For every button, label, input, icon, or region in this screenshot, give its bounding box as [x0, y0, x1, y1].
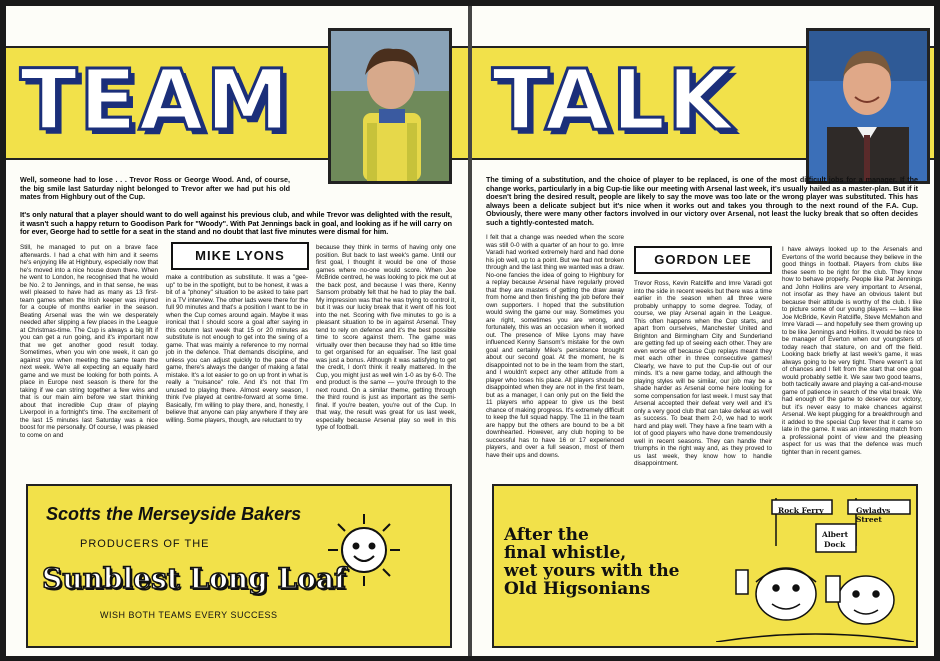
article-column-3: because they think in terms of having only one position. But back to last week's game. Until our first goal, I thought it would be one of those games where no-one would score. When Joe McBride centred, he was looking to pick me out at the back post, and because I was there, Kenny Sansom probably felt that he had to play the ball. My impression was that he was trying to control it, but it was our lucky break that it went off his foot into the net. Scoring with five minutes to go is a pleasant situation to be in against Arsenal. They tend to rely on defence and it's the best possible time to score against them. The game was virtually over then because they had so little time to get organised for an equaliser. The last goal was just a bonus. Although it was satisfying to get the credit, I don't think it really mattered. In the Cup, you might just as well win 1-0 as by 6-0. The end product is the same — you're through to the next round. On a similar theme, getting through the third round is just as important as the semi-final. If you're beaten, you're out of the Cup. In that way, the result was great for us last week, especially because Arsenal play so well in this type of football. — [316, 244, 456, 431]
sign-rock-ferry: Rock Ferry — [778, 506, 824, 515]
intro-paragraph — [20, 176, 290, 202]
sun-face-icon — [324, 510, 404, 590]
intro-paragraph-2 — [20, 211, 452, 237]
intro-text-1: Well, someone had to lose . . . Trevor Ross or George Wood. And, of course, the big smile last Saturday night belonged to Trevor after we had put his old mates from Highbury out of the Cup. — [20, 175, 290, 202]
right-page — [472, 6, 934, 656]
byline-gordon-lee: GORDON LEE — [634, 246, 772, 274]
intro-text-3: With Pat Jennings back in goal, and looking as if he will carry on for ever, George had to settle for a seat in the stand and no doubt that last five minutes were dismal for him. — [20, 218, 452, 237]
old-higsonians-advert — [492, 484, 918, 648]
advert-slogan-line: Old Higsonians — [504, 579, 651, 599]
byline-mike-lyons: MIKE LYONS — [171, 242, 309, 270]
article-column-1: I felt that a change was needed when the score was still 0-0 with a quarter of an hour to go. Imre Varadi had worked extremely hard and had done his job well, up to a point. But we had not broken through and the last thing we wanted was a draw. No-one fancies the idea of going to Highbury for a replay because Arsenal have regularly proved that they are masters of getting the draw away from home and then finishing the job before their own supporters. I hoped that the substitution would swing the game our way. Sometimes you are right, sometimes you are wrong, and fortunately, this was an occasion when it worked out. The presence of Mike Lyons may have influenced Kenny Sansom's mistake for the own goal and certainly Mike's persistence brought about our second goal. At the moment, he is disappointed not to be in the team from the start, and I wouldn't expect any other attitude from a player who loses his place. All players should be disappointed when they are not in the first team, but as a manager, I can only put on the field the 11 players who appear to give us the best chance of making progress. It's extremely difficult to keep the full squad happy. The 11 in the team are happy but the others are bound to be a bit downhearted. However, any club hoping to be successful has to have 16 or 17 experienced players, and over a full season, most of them have their ups and downs. — [486, 234, 624, 459]
sign-albert: Albert — [822, 530, 849, 539]
article-column-2: Trevor Ross, Kevin Ratcliffe and Imre Varadi got into the side in recent weeks but there was a time earlier in the season when all three were probably unhappy to some degree. Today, of course, we play Arsenal again in the League. This often happens when the Cup starts, and apart from ourselves, Manchester United and Brighton and Birmingham City and Sunderland are getting fed up of seeing each other. They are even worse off because Cup replays meant they met each other in three consecutive games! Clearly, we have to put the Cup-tie out of our minds. It's a new game today, and although the playing styles will be similar, our job may be a shade harder as Arsenal come here looking for some compensation for last week. I must say that Arsenal accepted their defeat very well and it's only a very good club that can take defeat as well as success. To beat them 2-0, we had to work hard and play well. They have a fine team with a lot of good players who have done tremendously well in recent seasons. They can handle their triumphs in the right way and, as they proved to us last week, they know how to handle disappointment. — [634, 280, 772, 467]
headline-talk: TALK — [492, 51, 735, 149]
advert-brand-name: Scotts the Merseyside Bakers — [46, 504, 302, 524]
article-column-1: Still, he managed to put on a brave face afterwards. I had a chat with him and it seems he's enjoying life at Highbury, especially now that he's moved into a nice house down there. When he went to London, he recognised that he would be No. 2 to Jennings, and in that sense, he was well pleased to have had as many as 13 first-team games when the Irish keeper was injured for a couple of months earlier in the season. Beating Arsenal was the win we desperately needed after slipping a few places in the League at Christmas-time. The Cup is always a big lift if you can get a run going, and it's important now that we get another good result today. Sometimes, when you win one week, it can go against you when meeting the same team the next week. We're all expecting an equally hard game and we must be looking for both points. A place in Europe next season is there for the taking if we can string together a few wins and that is our main aim before we start thinking about that incredible Cup draw of playing Liverpool in a fortnight's time. The excitement of the last 15 minutes last Saturday was a nice boost for me personally. Of course, I was pleased to come on and — [20, 244, 158, 439]
advert-slogan — [504, 526, 734, 598]
advert-slogan-line: After the — [504, 525, 589, 545]
article-column-3: I have always looked up to the Arsenals and Evertons of the world because they believe in the good things in football. Players from clubs like these seem to be right for the club. They know how to behave properly. People like Pat Jennings and John Hollins are very important to Arsenal, not insofar as they have an obvious talent but because their attitude is worthy of the club. I like to picture some of our young players — lads like Joe McBride, Kevin Ratcliffe, Steve McMahon and Imre Varadi — and hopefully see them growing up to be like Jennings and Hollins. It would be nice to be manager of Everton when our youngsters of today reach that stature, on and off the field. Looking back briefly at last week's game, it was always going to be very tight. There weren't a lot of chances and I felt from the start that one goal would probably settle it. We saw two good teams, both tactically aware and playing a cat-and-mouse game of patience in search of the vital break. We had enough of the game to deserve our victory, but it's never easy to make chances against Arsenal. We kept plugging for a breakthrough and it added to the special Cup fever that it came so late in the game. It was an interesting match from a professional point of view and the pleasing aspect for us was that the defence was much tighter than in recent games. — [782, 246, 923, 456]
sign-gwladys-street: Gwladys Street — [856, 506, 891, 524]
left-page — [6, 6, 468, 656]
advert-product-name: Sunblest Long Loaf — [42, 562, 347, 595]
scotts-bakers-advert — [26, 484, 452, 648]
advert-slogan-line: final whistle, — [504, 543, 627, 563]
manager-photo — [806, 28, 930, 184]
advert-subheading: PRODUCERS OF THE — [80, 538, 210, 550]
player-photo-illustration — [331, 31, 449, 181]
headline-team: TEAM — [20, 51, 292, 149]
player-photo — [328, 28, 452, 184]
advert-tagline: WISH BOTH TEAMS EVERY SUCCESS — [100, 610, 278, 620]
article-column-2: make a contribution as substitute. It was a "gee-up" to be in the spotlight, but to be honest, it was a bit of a "phoney" situation to be asked to take part in a TV interview. The other lads were there for the full 90 minutes and that's a position I want to be in when the Cup comes around again. Maybe it was ironical that I should score a goal after saying in this column last week that 15 or 20 minutes as substitute is not enough to get into the swing of a game. That was mainly a reference to my normal job in the defence. That demands discipline, and unless you can adjust quickly to the pace of the game, there's always the danger of making a fatal mistake. It's a lot easier to go on up front in what is really a "nuisance" role. And it's not that I'm unused to playing there. Almost every season, I think I've played at centre-forward at some time. Basically, I'm willing to play there, and, honestly, I believe that anyone can play anywhere if they are willing. Some players, though, are reluctant to try — [166, 274, 308, 424]
sign-dock: Dock — [824, 540, 846, 549]
intro-text-2: It's only natural that a player should want to do well against his previous club, and while Trevor was delighted with the result, it wasn't such a happy return to Goodison Park for "Woody". — [20, 210, 452, 228]
manager-photo-illustration — [809, 31, 927, 181]
intro-paragraph: The timing of a substitution, and the choice of player to be replaced, is one of the most difficult jobs for a manager. If the change works, particularly in a big Cup-tie like our meeting with Arsenal last week, it's usually hailed as a master-plan. But if it doesn't bring the desired result, people are likely to say the move was too late or the wrong player was substituted. This has always been a delicate subject but it's nice when it works out and takes you through to the next round of the F.A. Cup. Obviously, there were many other factors involved in our victory over Arsenal, not least the lucky break that so often decides such a tightly-contested match. — [486, 175, 918, 227]
advert-slogan-line: wet yours with the — [504, 561, 680, 581]
